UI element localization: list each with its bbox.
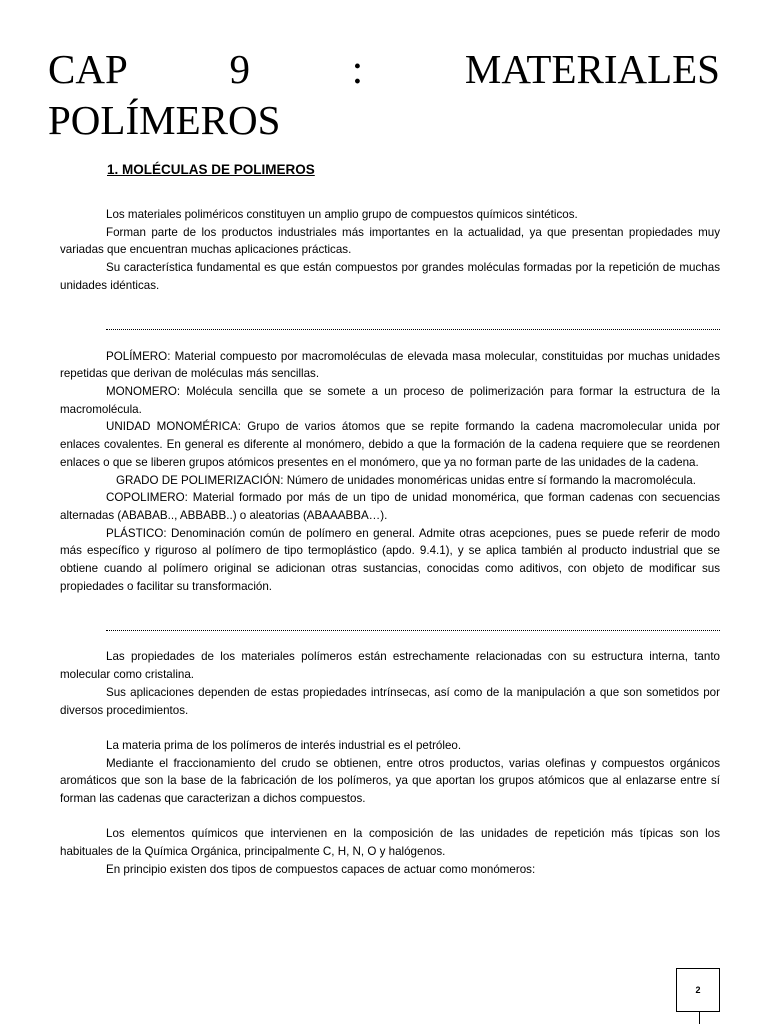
closing-paragraph: Sus aplicaciones dependen de estas propiedades intrínsecas, así como de la manipulación a que son sometidos por diversos procedimientos.	[60, 685, 720, 717]
closing-paragraph: Mediante el fraccionamiento del crudo se obtienen, entre otros productos, varias olefinas y compuestos orgánicos aromáticos que son la base de la fabricación de los polímeros, ya que aportan los grupos atómicos que al enlazarse entre sí forman las cadenas que caracterizan a dichos compuestos.	[60, 756, 720, 806]
title-word: 9	[229, 46, 250, 92]
definition-text: Número de unidades monoméricas unidas entre sí formando la macromolécula.	[283, 473, 696, 487]
definition-term: GRADO DE POLIMERIZACIÓN:	[116, 473, 284, 487]
definition-term: MONOMERO:	[106, 384, 181, 398]
closing-paragraph: En principio existen dos tipos de compuestos capaces de actuar como monómeros:	[106, 862, 536, 876]
closing-paragraph: Los elementos químicos que intervienen en la composición de las unidades de repetición más típicas son los habituales de la Química Orgánica, principalmente C, H, N, O y halógenos.	[60, 827, 720, 859]
definition-term: POLÍMERO:	[106, 349, 171, 363]
intro-paragraph: Forman parte de los productos industriales más importantes en la actualidad, ya que presentan propiedades muy variadas que encuentran muchas aplicaciones prácticas.	[60, 225, 720, 257]
definition-polimero	[60, 348, 720, 383]
intro-paragraph: Su característica fundamental es que están compuestos por grandes moléculas formadas por la repetición de muchas unidades idénticas.	[60, 261, 720, 292]
definition-monomero	[60, 383, 720, 418]
definition-text: Material compuesto por macromoléculas de elevada masa molecular, constituidas por muchas unidades repetidas que derivan de moléculas más sencillas.	[60, 349, 720, 381]
definition-text: Molécula sencilla que se somete a un proceso de polimerización para formar la estructura de la macromolécula.	[60, 384, 720, 416]
dotted-separator	[106, 613, 720, 631]
section-heading: 1. MOLÉCULAS DE POLIMEROS	[107, 162, 315, 177]
definition-text: Grupo de varios átomos que se repite formando la cadena macromolecular unida por enlaces covalentes. En general es diferente al monómero, debido a que la formación de la cadena requiere que se reordenen enlaces o que se liberen grupos atómicos presentes en el monómero, que ya no forman parte de las unidades de la cadena.	[60, 420, 720, 469]
title-word: CAP	[48, 46, 128, 92]
definition-unidad-monomerica	[60, 418, 720, 471]
title-word: :	[351, 46, 364, 92]
definition-term: PLÁSTICO:	[106, 526, 167, 540]
title-line-1	[48, 44, 720, 95]
dotted-separator	[106, 312, 720, 330]
document-body	[60, 206, 720, 879]
definition-copolimero	[60, 489, 720, 524]
title-line-2: POLÍMEROS	[48, 97, 281, 143]
intro-paragraph: Los materiales poliméricos constituyen un amplio grupo de compuestos químicos sintéticos.	[106, 208, 578, 221]
closing-paragraph: La materia prima de los polímeros de interés industrial es el petróleo.	[106, 738, 462, 752]
definition-term: UNIDAD MONOMÉRICA:	[106, 420, 242, 434]
page-title	[48, 44, 720, 146]
definition-text: Denominación común de polímero en general. Admite otras acepciones, pues se puede referir de modo más específico y riguroso al polímero de tipo termoplástico (apdo. 9.4.1), y se aplica también al producto industrial que se obtiene cuando al polímero original se adicionan otras sustancias, conocidas como aditivos, con objeto de modificar sus propiedades o facilitar su transformación.	[60, 526, 720, 593]
page-number: 2	[695, 985, 701, 995]
page-number-box	[676, 968, 720, 1012]
definition-grado-polimerizacion	[60, 472, 720, 490]
definition-term: COPOLIMERO:	[106, 491, 188, 505]
definition-plastico	[60, 525, 720, 596]
page-number-tick	[699, 1012, 700, 1024]
definition-text: Material formado por más de un tipo de unidad monomérica, que forman cadenas con secuencias alternadas (ABABAB.., ABBABB..) o aleatorias (ABAAABBA…).	[60, 491, 720, 522]
closing-paragraph: Las propiedades de los materiales polímeros están estrechamente relacionadas con su estructura interna, tanto molecular como cristalina.	[60, 650, 720, 682]
title-word: MATERIALES	[464, 46, 720, 92]
